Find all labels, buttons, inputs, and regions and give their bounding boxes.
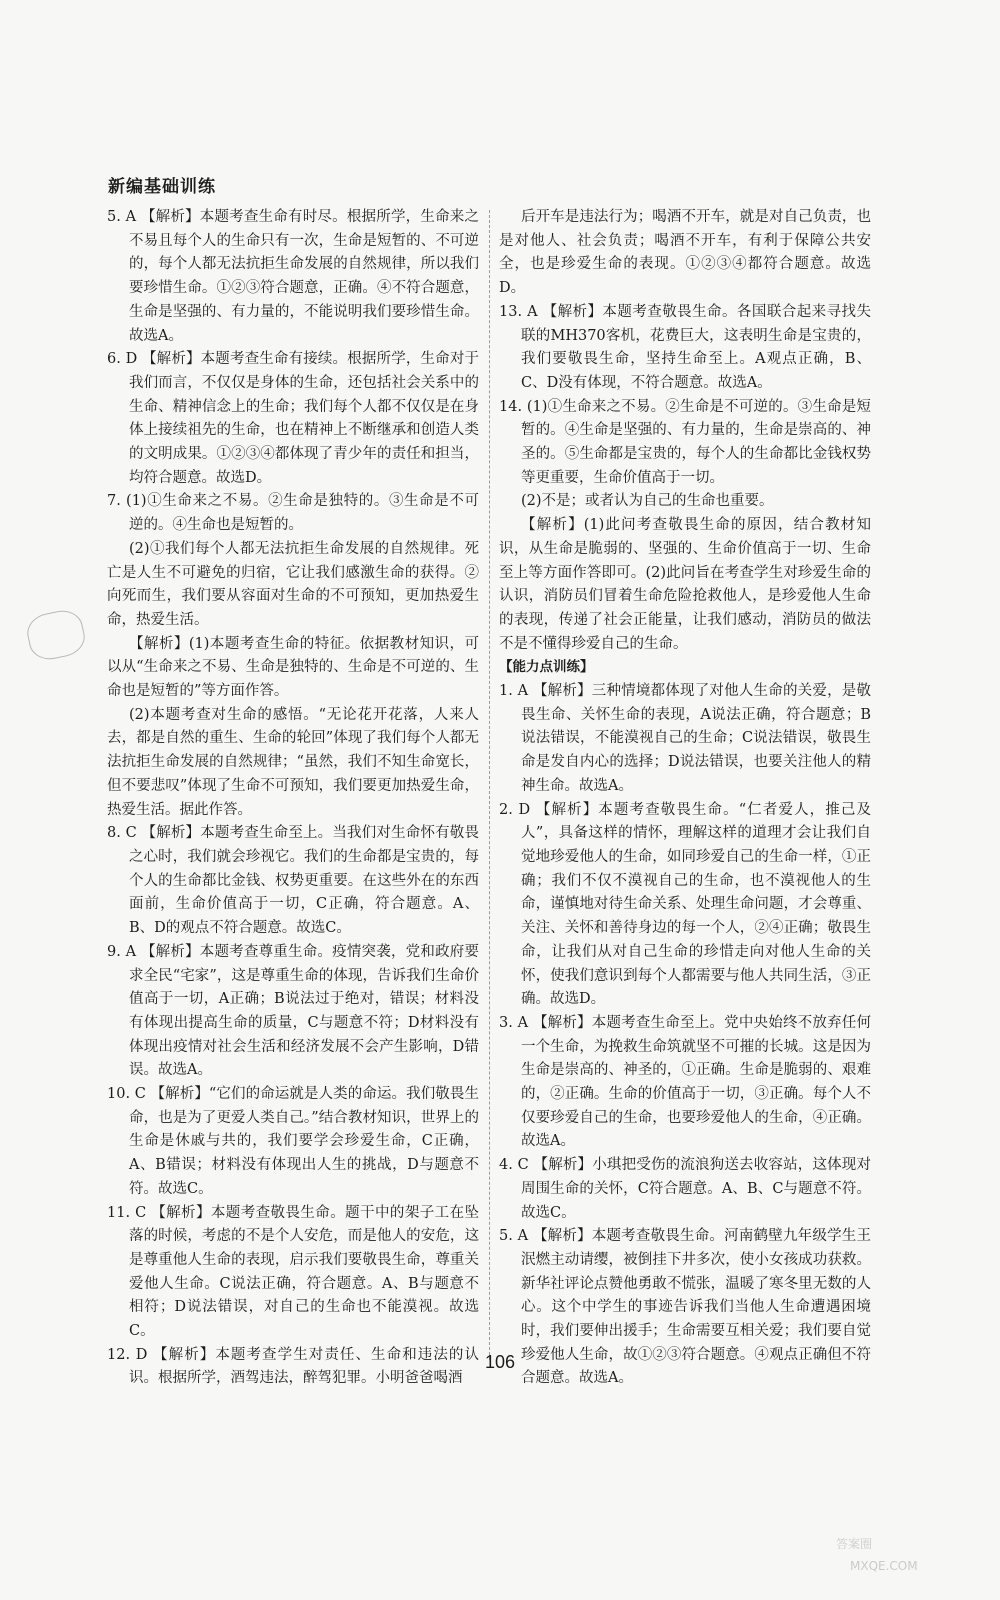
answer-entry: 后开车是违法行为；喝酒不开车，就是对自己负责，也是对他人、社会负责；喝酒不开车，有利于保障公共安全，也是珍爱生命的表现。①②③④都符合题意。故选D。	[499, 209, 871, 297]
right-column	[499, 206, 871, 1391]
answer-entry: (2)①我们每个人都无法抗拒生命发展的自然规律。死亡是人生不可避免的归宿，它让我们感激生命的获得。②向死而生，我们要从容面对生命的不可预知，更加热爱生命，热爱生活。	[107, 540, 479, 628]
answer-entry: 3. A 【解析】本题考查生命至上。党中央始终不放弃任何一个生命，为挽救生命筑就坚不可摧的长城。这是因为生命是崇高的、神圣的，①正确。生命是脆弱的、艰难的，②正确。生命的价值高于一切，③正确。每个人不仅要珍爱自己的生命，也要珍爱他人的生命，④正确。故选A。	[499, 1014, 871, 1150]
watermark-line2: MXQE.COM	[850, 1559, 918, 1573]
answer-entry: (2)本题考查对生命的感悟。“无论花开花落，人来人去，都是自然的重生、生命的轮回”体现了我们每个人都无法抗拒生命发展的自然规律；“虽然，我们不知生命宽长，但不要悲叹”体现了生命不可预知，我们要更加热爱生命，热爱生活。据此作答。	[107, 706, 479, 818]
answer-entry: 11. C 【解析】本题考查敬畏生命。题干中的架子工在坠落的时候，考虑的不是个人安危，而是他人的安危，这是尊重他人生命的表现，启示我们要敬畏生命，尊重关爱他人生命。C说法正确，符合题意。A、B与题意不相符；D说法错误，对自己的生命也不能漠视。故选C。	[107, 1204, 479, 1340]
answer-entry: 8. C 【解析】本题考查生命至上。当我们对生命怀有敬畏之心时，我们就会珍视它。我们的生命都是宝贵的，每个人的生命都比金钱、权势更重要。在这些外在的东西面前，生命价值高于一切，C正确，符合题意。A、B、D的观点不符合题意。故选C。	[107, 825, 479, 937]
answer-entry: 6. D 【解析】本题考查生命有接续。根据所学，生命对于我们而言，不仅仅是身体的生命，还包括社会关系中的生命、精神信念上的生命；我们每个人都不仅仅是在身体上接续祖先的生命，也在精神上不断继承和创造人类的文明成果。①②③④都体现了青少年的责任和担当，均符合题意。故选D。	[107, 351, 479, 486]
answer-entry: 14. (1)①生命来之不易。②生命是不可逆的。③生命是短暂的。④生命是坚强的、有力量的，生命是崇高的、神圣的。⑤生命都是宝贵的，每个人的生命都比金钱权势等更重要，生命价值高于一切。	[499, 398, 871, 486]
answer-entry: 9. A 【解析】本题考查尊重生命。疫情突袭，党和政府要求全民“宅家”，这是尊重生命的体现，告诉我们生命价值高于一切，A正确；B说法过于绝对，错误；材料没有体现出提高生命的质量，C与题意不符；D材料没有体现出疫情对社会生活和经济发展不会产生影响，D错误。故选A。	[107, 943, 479, 1079]
page-header-title: 新编基础训练	[108, 177, 216, 197]
answer-entry: 【解析】(1)本题考查生命的特征。依据教材知识，可以从“生命来之不易、生命是独特的、生命是不可逆的、生命也是短暂的”等方面作答。	[107, 635, 479, 700]
answer-entry: 12. D 【解析】本题考查学生对责任、生命和违法的认识。根据所学，酒驾违法，醉驾犯罪。小明爸爸喝酒	[107, 1346, 479, 1387]
answer-entry: (2)不是；或者认为自己的生命也重要。	[521, 493, 774, 510]
answer-entry: 2. D 【解析】本题考查敬畏生命。“仁者爱人，推己及人”，具备这样的情怀，理解这样的道理才会让我们自觉地珍爱他人的生命，如同珍爱自己的生命一样，①正确；我们不仅不漠视自己的生命，也不漠视他人的生命，谨慎地对待生命关系、处理生命问题，才会尊重、关注、关怀和善待身边的每一个人，②④正确；敬畏生命，让我们从对自己生命的珍惜走向对他人生命的关怀，使我们意识到每个人都需要与他人共同生活，③正确。故选D。	[499, 801, 871, 1008]
answer-entry: 10. C 【解析】“它们的命运就是人类的命运。我们敬畏生命，也是为了更爱人类自己。”结合教材知识，世界上的生命是休戚与共的，我们要学会珍爱生命，C正确，A、B错误；材料没有体现出人生的挑战，D与题意不符。故选C。	[107, 1086, 479, 1197]
answer-entry: 13. A 【解析】本题考查敬畏生命。各国联合起来寻找失联的MH370客机，花费巨大，这表明生命是宝贵的，我们要敬畏生命，坚持生命至上。A观点正确，B、C、D没有体现，不符合题意。故选A。	[499, 303, 871, 391]
left-column	[107, 206, 479, 1391]
answer-entry: 7. (1)①生命来之不易。②生命是独特的。③生命是不可逆的。④生命也是短暂的。	[107, 493, 479, 534]
answer-entry: 【解析】(1)此问考查敬畏生命的原因，结合教材知识，从生命是脆弱的、坚强的、生命价值高于一切、生命至上等方面作答即可。(2)此问旨在考查学生对珍爱生命的认识，消防员们冒着生命危险抢救他人，是珍爱他人生命的表现，传递了社会正能量，让我们感动，消防员的做法不是不懂得珍爱自己的生命。	[499, 517, 871, 652]
stamp-mark	[24, 607, 88, 664]
watermark-line1: 答案圈	[836, 1537, 873, 1551]
page-number: 106	[484, 1352, 516, 1372]
answer-entry: 4. C 【解析】小琪把受伤的流浪狗送去收容站，这体现对周围生命的关怀，C符合题意。A、B、C与题意不符。故选C。	[499, 1157, 871, 1221]
answer-entry: 5. A 【解析】本题考查生命有时尽。根据所学，生命来之不易且每个人的生命只有一次，生命是短暂的、不可逆的，每个人都无法抗拒生命发展的自然规律，所以我们要珍惜生命。①②③符合题意，正确。④不符合题意，生命是坚强的、有力量的，不能说明我们要珍惜生命。故选A。	[107, 209, 479, 344]
column-divider	[489, 210, 490, 1360]
answer-entry: 5. A 【解析】本题考查敬畏生命。河南鹤壁九年级学生王泯燃主动请缨，被倒挂下井多次，使小女孩成功获救。新华社评论点赞他勇敢不慌张，温暖了寒冬里无数的人心。这个中学生的事迹告诉我们当他人生命遭遇困境时，我们要伸出援手；生命需要互相关爱；我们要自觉珍爱他人生命，故①②③符合题意。④观点正确但不符合题意。故选A。	[499, 1228, 871, 1387]
answer-entry: 1. A 【解析】三种情境都体现了对他人生命的关爱，是敬畏生命、关怀生命的表现，A说法正确，符合题意；B说法错误，不能漠视自己的生命；C说法错误，敬畏生命是发自内心的选择；D说法错误，也要关注他人的精神生命。故选A。	[499, 683, 871, 794]
section-title: 【能力点训练】	[499, 659, 594, 676]
watermark-logo	[826, 1518, 976, 1578]
